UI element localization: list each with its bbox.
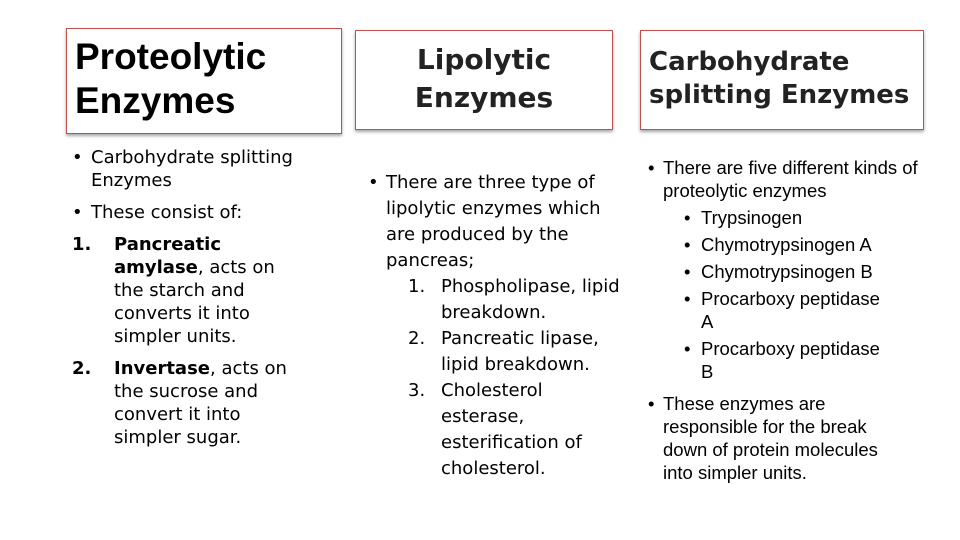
bullet-glyph: • — [648, 393, 655, 414]
bullet-glyph: • — [684, 207, 691, 228]
numbered-item — [72, 233, 342, 348]
bullet-text: Carbohydrate splitting Enzymes — [91, 147, 293, 191]
sub-bullet-text: Trypsinogen — [701, 207, 803, 228]
bullet-glyph: • — [684, 338, 691, 359]
numbered-item — [368, 326, 628, 378]
enzyme-name: Pancreatic amylase — [114, 234, 222, 278]
bullet-text: These consist of: — [91, 202, 243, 223]
lipolytic-header-box — [355, 30, 613, 130]
numbered-item — [368, 274, 628, 326]
bullet-text: There are three type of lipolytic enzymes which are produced by the pancreas; — [386, 172, 601, 271]
column-right — [648, 156, 948, 484]
bullet-glyph: • — [72, 202, 83, 223]
sub-bullet-item — [648, 260, 948, 283]
item-number: 2. — [72, 358, 92, 379]
bullet-text: These enzymes are responsible for the break down of protein molecules into simpler units. — [663, 393, 878, 483]
sub-bullet-text: Procarboxy peptidase B — [701, 338, 880, 382]
column-middle — [368, 170, 628, 482]
sub-bullet-item — [648, 337, 948, 383]
column-left — [72, 146, 342, 449]
item-number: 1. — [408, 276, 426, 297]
bullet-glyph: • — [368, 172, 379, 193]
sub-bullet-text: Procarboxy peptidase A — [701, 288, 880, 332]
sub-bullet-item — [648, 206, 948, 229]
bullet-item — [72, 146, 342, 192]
enzyme-name: Invertase — [114, 358, 211, 379]
numbered-item — [72, 357, 342, 449]
item-number: 2. — [408, 328, 426, 349]
bullet-text: There are five different kinds of proteolytic enzymes — [663, 157, 918, 201]
item-text: Pancreatic lipase, lipid breakdown. — [441, 328, 599, 375]
item-text: Phospholipase, lipid breakdown. — [441, 276, 620, 323]
numbered-item — [368, 378, 628, 482]
item-description: , acts on the sucrose and convert it into simpler sugar. — [114, 358, 287, 448]
sub-bullet-text: Chymotrypsinogen A — [701, 234, 872, 255]
item-number: 1. — [72, 234, 92, 255]
bullet-item — [648, 392, 948, 484]
item-text: Cholesterol esterase, esterification of cholesterol. — [441, 380, 582, 479]
proteolytic-header-box — [66, 28, 342, 134]
sub-bullet-item — [648, 233, 948, 256]
bullet-glyph: • — [684, 288, 691, 309]
lipolytic-title: Lipolytic Enzymes — [414, 43, 554, 114]
sub-bullet-list — [648, 206, 948, 383]
sub-bullet-item — [648, 287, 948, 333]
sub-bullet-text: Chymotrypsinogen B — [701, 261, 873, 282]
item-description: , acts on the starch and converts it into simpler units. — [114, 257, 275, 347]
item-number: 3. — [408, 380, 426, 401]
bullet-item — [72, 201, 342, 224]
bullet-glyph: • — [72, 147, 83, 168]
proteolytic-title: Proteolytic Enzymes — [75, 36, 267, 121]
bullet-glyph: • — [648, 157, 655, 178]
carbohydrate-header-box — [640, 30, 924, 130]
bullet-glyph: • — [684, 234, 691, 255]
carbohydrate-title: Carbohydrate splitting Enzymes — [649, 47, 910, 110]
bullet-item — [648, 156, 948, 202]
bullet-glyph: • — [684, 261, 691, 282]
bullet-item — [368, 170, 628, 274]
